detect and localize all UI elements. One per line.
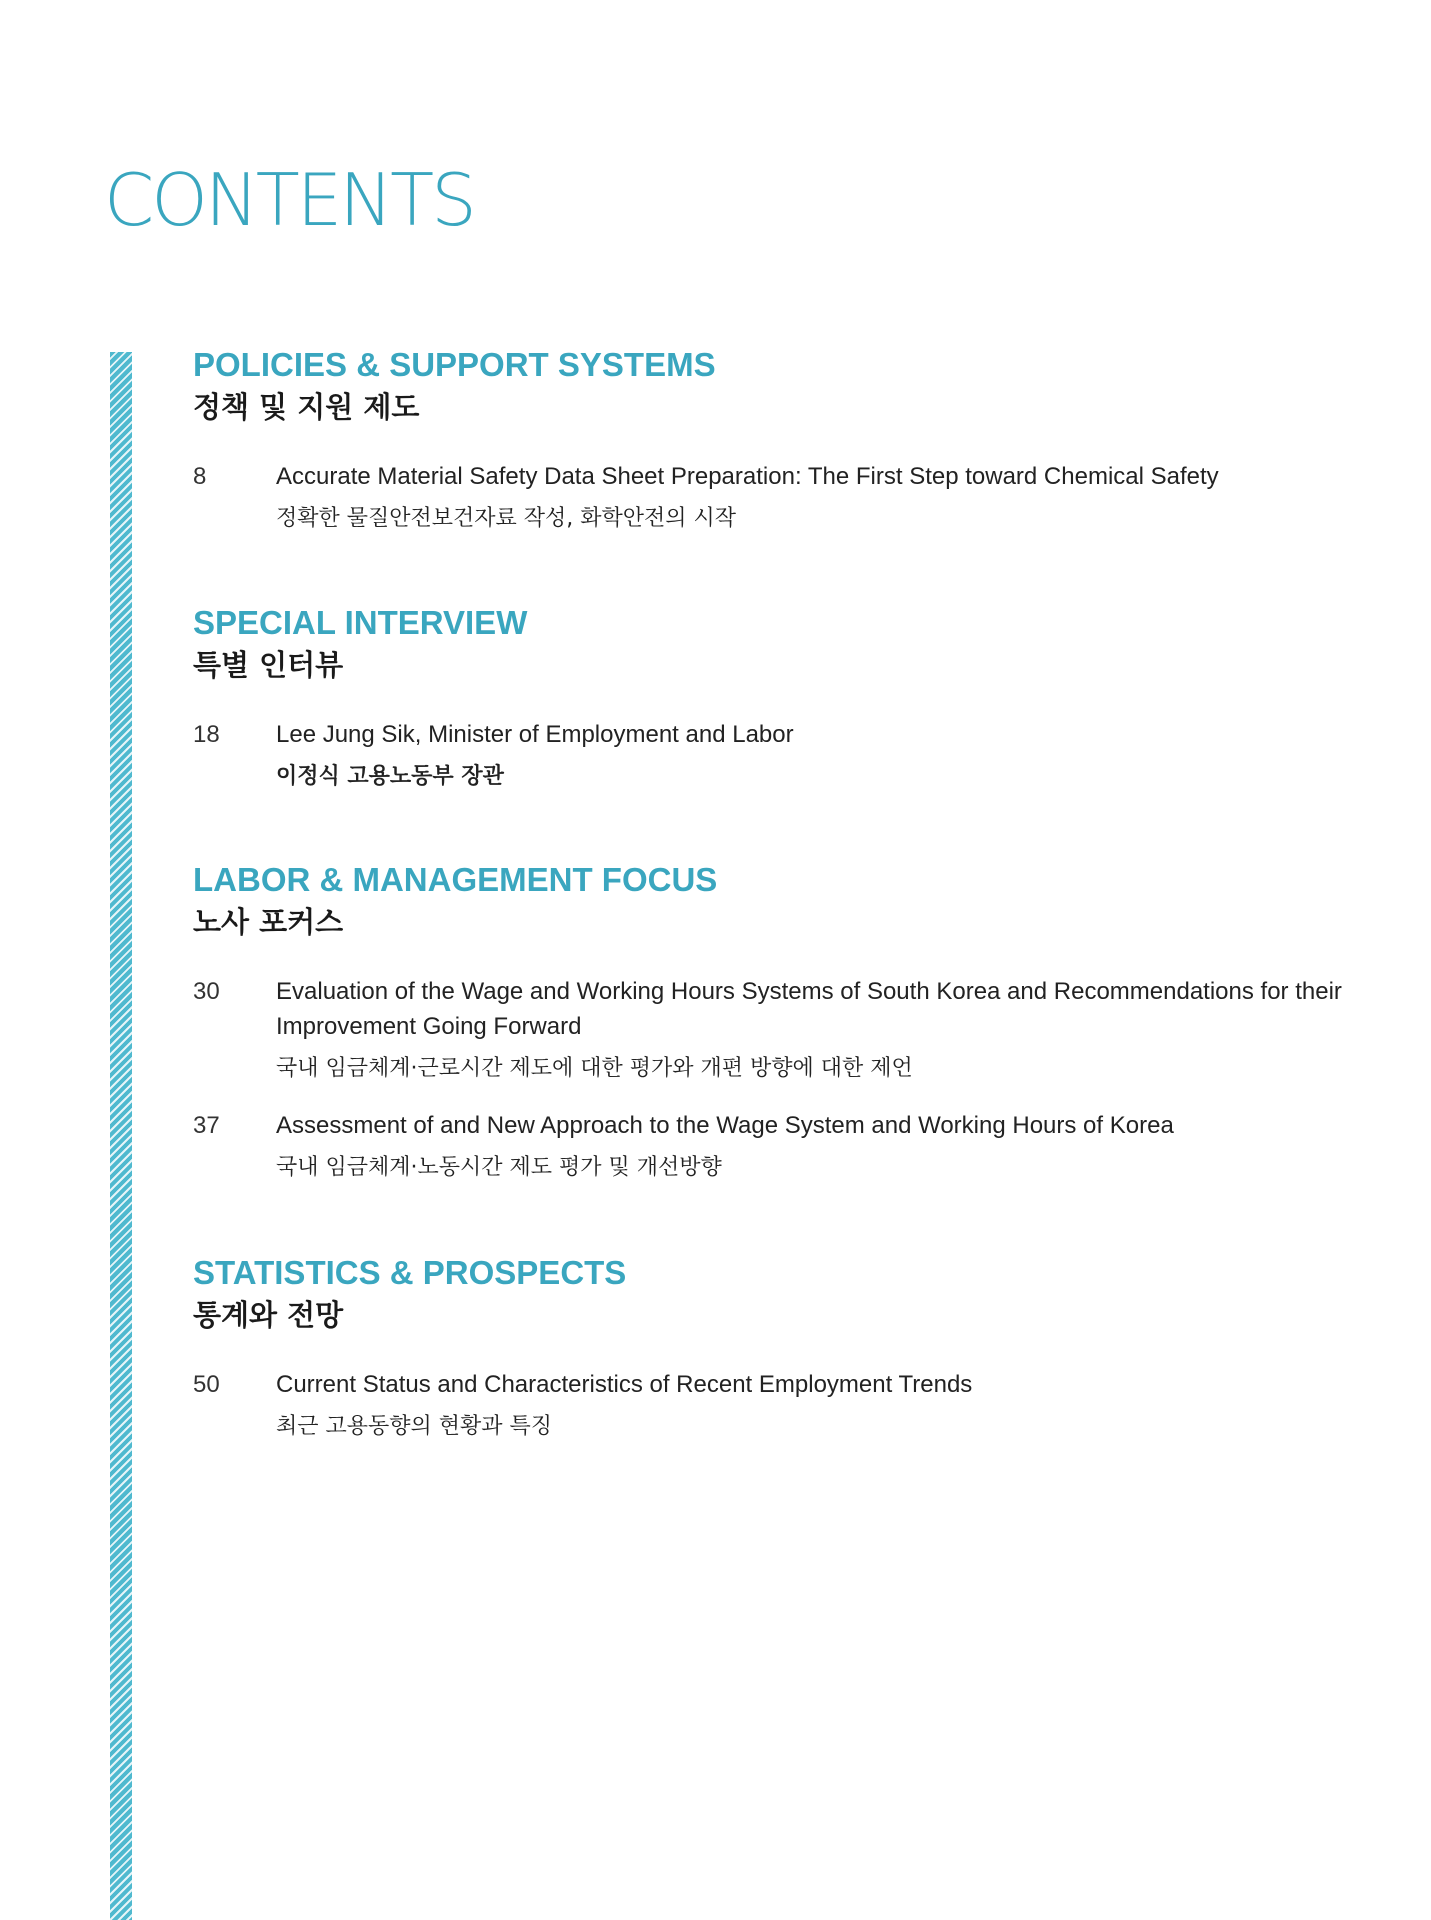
toc-entry[interactable] bbox=[193, 1108, 1343, 1185]
page-number: 37 bbox=[193, 1112, 220, 1139]
section-special-interview bbox=[193, 603, 1343, 794]
entry-text bbox=[276, 1108, 1343, 1185]
section-heading-ko: 정책 및 지원 제도 bbox=[193, 390, 420, 424]
entry-title-en: Lee Jung Sik, Minister of Employment and Labor bbox=[276, 721, 794, 748]
decorative-side-bar bbox=[110, 352, 132, 1920]
page-number: 18 bbox=[193, 721, 220, 748]
section-statistics bbox=[193, 1253, 1343, 1444]
section-policies bbox=[193, 345, 1343, 536]
section-heading-en: SPECIAL INTERVIEW bbox=[193, 604, 528, 641]
entry-text bbox=[276, 974, 1343, 1086]
page-title: CONTENTS bbox=[104, 158, 474, 242]
section-heading-en: POLICIES & SUPPORT SYSTEMS bbox=[193, 346, 716, 383]
page-number: 30 bbox=[193, 978, 220, 1005]
entry-title-en: Evaluation of the Wage and Working Hours Systems of South Korea and Recommendations for their Improvement Going Forward bbox=[276, 978, 1342, 1040]
entry-title-ko: 이정식 고용노동부 장관 bbox=[276, 764, 504, 789]
entry-text bbox=[276, 717, 1343, 794]
entry-title-en: Assessment of and New Approach to the Wage System and Working Hours of Korea bbox=[276, 1112, 1174, 1139]
section-heading-ko: 통계와 전망 bbox=[193, 1298, 344, 1332]
toc-entry[interactable] bbox=[193, 974, 1343, 1086]
page-number: 8 bbox=[193, 463, 207, 490]
entry-title-ko: 국내 임금체계·노동시간 제도 평가 및 개선방향 bbox=[276, 1155, 722, 1180]
page-number: 50 bbox=[193, 1371, 220, 1398]
entry-title-en: Current Status and Characteristics of Recent Employment Trends bbox=[276, 1371, 973, 1398]
entry-title-ko: 정확한 물질안전보건자료 작성, 화학안전의 시작 bbox=[276, 506, 737, 531]
entry-text bbox=[276, 1367, 1343, 1444]
entry-title-ko: 최근 고용동향의 현황과 특징 bbox=[276, 1414, 553, 1439]
toc-entry[interactable] bbox=[193, 717, 1343, 794]
entry-title-en: Accurate Material Safety Data Sheet Preparation: The First Step toward Chemical Safety bbox=[276, 463, 1219, 490]
section-heading-ko: 노사 포커스 bbox=[193, 905, 344, 939]
toc-entry[interactable] bbox=[193, 1367, 1343, 1444]
entry-text bbox=[276, 459, 1343, 536]
section-heading-en: LABOR & MANAGEMENT FOCUS bbox=[193, 861, 718, 898]
section-heading-ko: 특별 인터뷰 bbox=[193, 648, 344, 682]
toc-entry[interactable] bbox=[193, 459, 1343, 536]
section-labor-management bbox=[193, 860, 1343, 1185]
entry-title-ko: 국내 임금체계·근로시간 제도에 대한 평가와 개편 방향에 대한 제언 bbox=[276, 1056, 913, 1081]
section-heading-en: STATISTICS & PROSPECTS bbox=[193, 1254, 627, 1291]
